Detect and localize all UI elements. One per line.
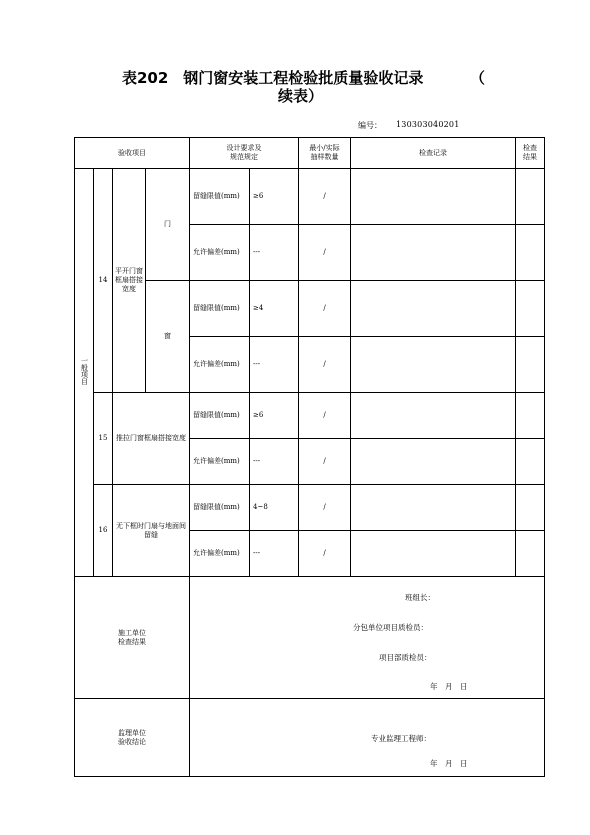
title-line-1: 表202 钢门窗安装工程检验批质量验收记录: [122, 69, 424, 87]
spec-value: ≥6: [250, 393, 299, 439]
supervision-row: [75, 699, 545, 777]
check-name: 允许偏差(mm): [190, 225, 250, 281]
result-cell[interactable]: [516, 439, 545, 485]
engineer-label: 专业监理工程师：: [371, 734, 431, 743]
sample-value: /: [299, 393, 351, 439]
sample-value: /: [299, 169, 351, 225]
group-label: 窗: [146, 281, 190, 393]
record-cell[interactable]: [351, 531, 516, 577]
table-row: [75, 281, 545, 337]
team-leader-label: 班组长：: [405, 593, 435, 602]
spec-value: ---: [250, 225, 299, 281]
item-name: 平开门窗框扇搭接宽度: [113, 169, 146, 393]
check-name: 留缝限值(mm): [190, 281, 250, 337]
group-label: 门: [146, 169, 190, 281]
spec-value: 4~8: [250, 485, 299, 531]
check-name: 允许偏差(mm): [190, 439, 250, 485]
inspection-table: [74, 137, 545, 777]
spec-value: ≥4: [250, 281, 299, 337]
result-cell[interactable]: [516, 281, 545, 337]
item-no: 16: [94, 485, 113, 577]
code-value: 130303040201: [396, 120, 460, 129]
category-cell: [75, 169, 94, 577]
spec-value: ---: [250, 439, 299, 485]
check-name: 留缝限值(mm): [190, 485, 250, 531]
header-result: 检查 结果: [516, 138, 545, 169]
sub-inspector-label: 分包单位项目质检员：: [353, 623, 428, 632]
header-record: 检查记录: [351, 138, 516, 169]
check-name: 留缝限值(mm): [190, 169, 250, 225]
record-cell[interactable]: [351, 393, 516, 439]
result-cell[interactable]: [516, 169, 545, 225]
supervision-date: 年 月 日: [430, 759, 468, 768]
item-no: 15: [94, 393, 113, 485]
record-cell[interactable]: [351, 225, 516, 281]
supervision-signature-area[interactable]: [190, 699, 545, 777]
construction-signature-area[interactable]: [190, 577, 545, 699]
result-cell[interactable]: [516, 485, 545, 531]
header-item: 验收项目: [75, 138, 190, 169]
check-name: 允许偏差(mm): [190, 531, 250, 577]
result-cell[interactable]: [516, 393, 545, 439]
record-cell[interactable]: [351, 439, 516, 485]
dept-inspector-label: 项目部质检员：: [379, 653, 432, 662]
supervision-label: 监理单位 验收结论: [75, 699, 190, 777]
record-cell[interactable]: [351, 337, 516, 393]
record-cell[interactable]: [351, 281, 516, 337]
result-cell[interactable]: [516, 337, 545, 393]
sample-value: /: [299, 337, 351, 393]
sample-value: /: [299, 531, 351, 577]
header-row: [75, 138, 545, 169]
table-row: [75, 169, 545, 225]
item-no: 14: [94, 169, 113, 393]
sample-value: /: [299, 281, 351, 337]
title-line-2: 续表）: [278, 87, 324, 105]
record-cell[interactable]: [351, 169, 516, 225]
spec-value: ---: [250, 531, 299, 577]
sample-value: /: [299, 225, 351, 281]
table-row: [75, 393, 545, 439]
check-name: 留缝限值(mm): [190, 393, 250, 439]
code-label: 编号：: [358, 121, 382, 130]
record-cell[interactable]: [351, 485, 516, 531]
spec-value: ---: [250, 337, 299, 393]
category-label: 一般项目: [80, 357, 89, 385]
table-row: [75, 485, 545, 531]
sample-value: /: [299, 485, 351, 531]
construction-date: 年 月 日: [430, 682, 468, 691]
construction-label: 施工单位 检查结果: [75, 577, 190, 699]
result-cell[interactable]: [516, 531, 545, 577]
check-name: 允许偏差(mm): [190, 337, 250, 393]
spec-value: ≥6: [250, 169, 299, 225]
item-name: 推拉门窗框扇搭接宽度: [113, 393, 190, 485]
construction-row: [75, 577, 545, 699]
sample-value: /: [299, 439, 351, 485]
item-name: 无下框时门扇与地面间留缝: [113, 485, 190, 577]
header-sample: 最小/实际 抽样数量: [299, 138, 351, 169]
header-design: 设计要求及 规范规定: [190, 138, 299, 169]
result-cell[interactable]: [516, 225, 545, 281]
title-paren: （: [470, 69, 486, 87]
